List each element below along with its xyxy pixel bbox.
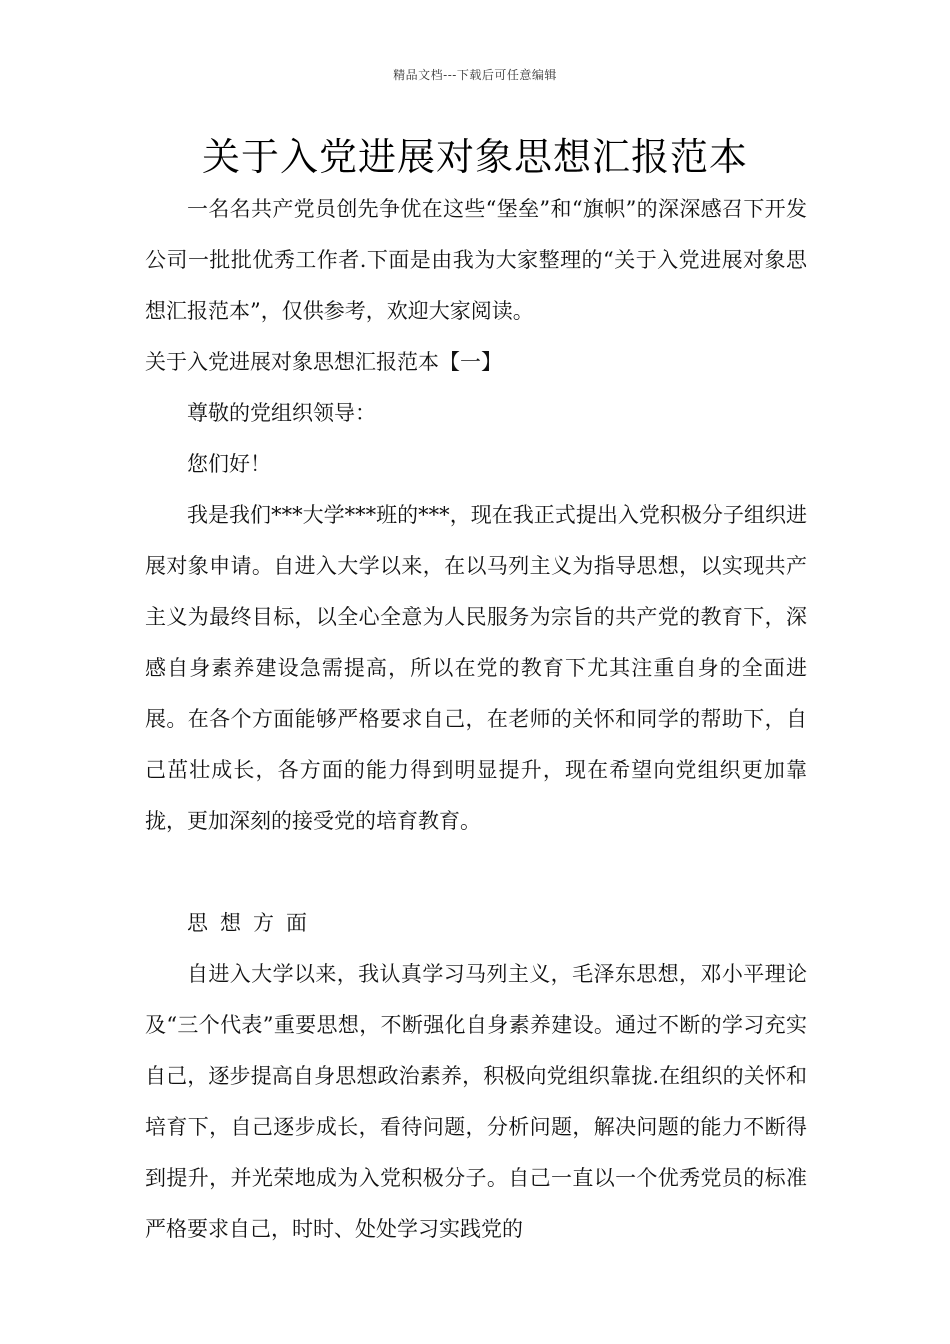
document-body	[145, 184, 807, 1255]
intro-paragraph: 一名名共产党员创先争优在这些“堡垒”和“旗帜”的深深感召下开发公司一批批优秀工作者.下面是由我为大家整理的“关于入党进展对象思想汇报范本”，仅供参考，欢迎大家阅读。	[145, 197, 807, 323]
body-paragraph-2: 自进入大学以来，我认真学习马列主义，毛泽东思想，邓小平理论及“三个代表”重要思想，不断强化自身素养建设。通过不断的学习充实自己，逐步提高自身思想政治素养，积极向党组织靠拢.在组织的关怀和培育下，自己逐步成长，看待问题，分析问题，解决问题的能力不断得到提升，并光荣地成为入党积极分子。自己一直以一个优秀党员的标准严格要求自己，时时、处处学习实践党的	[145, 962, 807, 1241]
greeting: 您们好！	[187, 452, 271, 476]
blank-line	[145, 847, 807, 898]
body-paragraph-1: 我是我们***大学***班的***，现在我正式提出入党积极分子组织进展对象申请。自进入大学以来，在以马列主义为指导思想，以实现共产主义为最终目标，以全心全意为人民服务为宗旨的共产党的教育下，深感自身素养建设急需提高，所以在党的教育下尤其注重自身的全面进展。在各个方面能够严格要求自己，在老师的关怀和同学的帮助下，自己茁壮成长，各方面的能力得到明显提升，现在希望向党组织更加靠拢，更加深刻的接受党的培育教育。	[145, 503, 807, 833]
salutation: 尊敬的党组织领导：	[187, 401, 376, 425]
page-header: 精品文档---下载后可任意编辑	[393, 68, 557, 82]
section-heading: 关于入党进展对象思想汇报范本【一】	[145, 350, 502, 374]
subheading-thought: 思想方面	[187, 911, 319, 935]
document-title: 关于入党进展对象思想汇报范本	[201, 135, 748, 179]
